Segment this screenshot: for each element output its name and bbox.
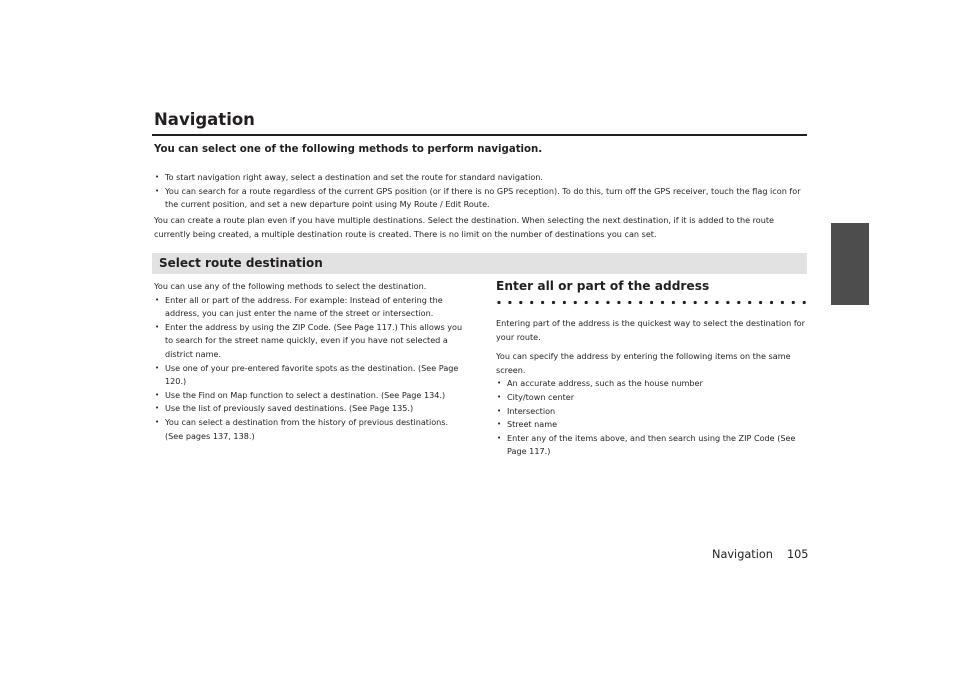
divider-dot xyxy=(519,301,522,304)
methods-column xyxy=(154,280,466,443)
title-rule xyxy=(152,134,807,136)
divider-dot xyxy=(617,301,620,304)
page-number: 105 xyxy=(786,548,809,561)
divider-dot xyxy=(792,301,795,304)
divider-dot xyxy=(770,301,773,304)
divider-dot xyxy=(563,301,566,304)
address-item-list xyxy=(496,377,806,459)
address-paragraph-1: Entering part of the address is the quickest way to select the destination for your route. xyxy=(496,318,805,342)
divider-dot xyxy=(726,301,729,304)
address-column xyxy=(496,317,806,459)
dotted-divider xyxy=(497,300,806,305)
divider-dot xyxy=(497,301,500,304)
note-item: • To start navigation right away, select a destination and set the route for standard navigation. xyxy=(154,171,804,185)
divider-dot xyxy=(628,301,631,304)
address-item: • City/town center xyxy=(496,391,806,405)
methods-lead: You can use any of the following methods to select the destination. xyxy=(154,281,427,291)
divider-dot xyxy=(661,301,664,304)
intro-text: You can select one of the following methods to perform navigation. xyxy=(154,144,543,155)
divider-dot xyxy=(606,301,609,304)
address-paragraph-2: You can specify the address by entering the following items on the same screen. xyxy=(496,351,791,375)
section-header-bar xyxy=(152,253,807,274)
note-list xyxy=(154,171,804,212)
divider-dot xyxy=(541,301,544,304)
method-list xyxy=(154,294,466,444)
divider-dot xyxy=(585,301,588,304)
divider-dot xyxy=(759,301,762,304)
divider-dot xyxy=(574,301,577,304)
divider-dot xyxy=(694,301,697,304)
note-item: • You can search for a route regardless of the current GPS position (or if there is no GPS reception). To do this, turn off the GPS receiver, touch the flag icon for the current position, and set a new departure point using My Route / Edit Route. xyxy=(154,185,804,212)
divider-dot xyxy=(596,301,599,304)
route-plan-paragraph: You can create a route plan even if you have multiple destinations. Select the destination. When selecting the next destination, if it is added to the route currently being created, a multiple destination route is created. There is no limit on the number of destinations you can set. xyxy=(154,215,775,239)
divider-dot xyxy=(737,301,740,304)
divider-dot xyxy=(683,301,686,304)
subsection-title: Enter all or part of the address xyxy=(496,279,710,293)
divider-dot xyxy=(672,301,675,304)
method-item: • Use one of your pre-entered favorite spots as the destination. (See Page 120.) xyxy=(154,362,466,389)
divider-dot xyxy=(803,301,806,304)
divider-dot xyxy=(705,301,708,304)
divider-dot xyxy=(748,301,751,304)
address-item: • Street name xyxy=(496,418,806,432)
divider-dot xyxy=(650,301,653,304)
divider-dot xyxy=(639,301,642,304)
address-item: • Intersection xyxy=(496,405,806,419)
method-item: • Use the Find on Map function to select a destination. (See Page 134.) xyxy=(154,389,466,403)
chapter-tab xyxy=(831,223,869,305)
section-title: Select route destination xyxy=(159,256,323,270)
method-item: • Use the list of previously saved destinations. (See Page 135.) xyxy=(154,402,466,416)
page-title: Navigation xyxy=(154,110,255,129)
divider-dot xyxy=(530,301,533,304)
divider-dot xyxy=(552,301,555,304)
method-item: • Enter the address by using the ZIP Code. (See Page 117.) This allows you to search for the street name quickly, even if you have not selected a district name. xyxy=(154,321,466,362)
divider-dot xyxy=(781,301,784,304)
address-item: • An accurate address, such as the house number xyxy=(496,377,806,391)
footer-section-name: Navigation xyxy=(712,548,773,561)
method-item: • Enter all or part of the address. For example: Instead of entering the address, you can just enter the name of the street or intersection. xyxy=(154,294,466,321)
page-footer xyxy=(712,548,809,561)
divider-dot xyxy=(715,301,718,304)
address-item: • Enter any of the items above, and then search using the ZIP Code (See Page 117.) xyxy=(496,432,806,459)
divider-dot xyxy=(508,301,511,304)
method-item: • You can select a destination from the history of previous destinations. (See pages 137, 138.) xyxy=(154,416,466,443)
